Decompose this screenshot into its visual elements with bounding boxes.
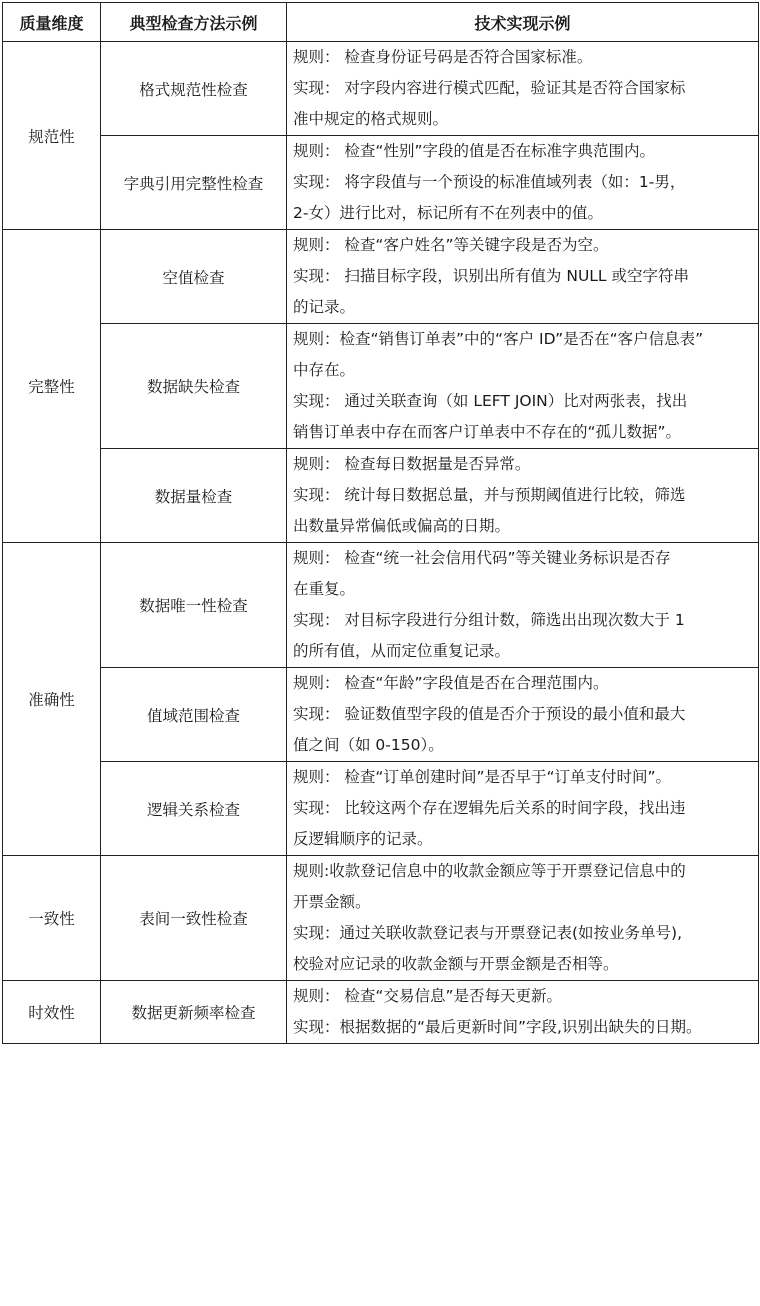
quality-check-table: [2, 2, 759, 1044]
table-body: [3, 42, 759, 1044]
implementation-cell: [287, 668, 759, 762]
implementation-line: 中存在。: [293, 361, 356, 379]
method-cell: 逻辑关系检查: [101, 762, 287, 856]
header-dimension: 质量维度: [3, 3, 101, 42]
table-row: [3, 449, 759, 543]
implementation-cell: [287, 230, 759, 324]
implementation-line: 规则： 检查“性别”字段的值是否在标准字典范围内。: [293, 142, 655, 160]
header-implementation: 技术实现示例: [287, 3, 759, 42]
implementation-cell: [287, 136, 759, 230]
implementation-line: 规则： 检查身份证号码是否符合国家标准。: [293, 48, 593, 66]
table-row: [3, 543, 759, 668]
implementation-line: 实现： 比较这两个存在逻辑先后关系的时间字段，找出违: [293, 799, 686, 817]
implementation-line: 规则： 检查“订单创建时间”是否早于“订单支付时间”。: [293, 768, 672, 786]
implementation-cell: [287, 543, 759, 668]
implementation-line: 规则： 检查“年龄”字段值是否在合理范围内。: [293, 674, 609, 692]
implementation-line: 开票金额。: [293, 893, 371, 911]
implementation-line: 实现：通过关联收款登记表与开票登记表(如按业务单号),: [293, 924, 683, 942]
implementation-line: 实现： 对目标字段进行分组计数，筛选出出现次数大于 1: [293, 611, 685, 629]
implementation-line: 规则： 检查“交易信息”是否每天更新。: [293, 987, 562, 1005]
header-row: [3, 3, 759, 42]
method-cell: 字典引用完整性检查: [101, 136, 287, 230]
implementation-line: 实现： 验证数值型字段的值是否介于预设的最小值和最大: [293, 705, 686, 723]
dimension-cell: 时效性: [3, 981, 101, 1044]
table-row: [3, 42, 759, 136]
method-cell: 数据唯一性检查: [101, 543, 287, 668]
method-cell: 空值检查: [101, 230, 287, 324]
method-cell: 数据更新频率检查: [101, 981, 287, 1044]
table-row: [3, 230, 759, 324]
implementation-line: 校验对应记录的收款金额与开票金额是否相等。: [293, 955, 619, 973]
method-cell: 值域范围检查: [101, 668, 287, 762]
dimension-cell: 完整性: [3, 230, 101, 543]
implementation-line: 准中规定的格式规则。: [293, 110, 449, 128]
implementation-line: 规则： 检查“统一社会信用代码”等关键业务标识是否存: [293, 549, 671, 567]
implementation-line: 规则:收款登记信息中的收款金额应等于开票登记信息中的: [293, 862, 686, 880]
implementation-cell: [287, 762, 759, 856]
dimension-cell: 准确性: [3, 543, 101, 856]
implementation-line: 实现： 对字段内容进行模式匹配，验证其是否符合国家标: [293, 79, 686, 97]
implementation-line: 的记录。: [293, 298, 356, 316]
implementation-line: 规则： 检查每日数据量是否异常。: [293, 455, 531, 473]
implementation-cell: [287, 42, 759, 136]
implementation-line: 实现：根据数据的“最后更新时间”字段,识别出缺失的日期。: [293, 1018, 702, 1036]
implementation-line: 实现： 扫描目标字段，识别出所有值为 NULL 或空字符串: [293, 267, 689, 285]
table-row: [3, 324, 759, 449]
method-cell: 数据量检查: [101, 449, 287, 543]
method-cell: 表间一致性检查: [101, 856, 287, 981]
table-row: [3, 856, 759, 981]
method-cell: 格式规范性检查: [101, 42, 287, 136]
implementation-line: 规则：检查“销售订单表”中的“客户 ID”是否在“客户信息表”: [293, 330, 704, 348]
header-method: 典型检查方法示例: [101, 3, 287, 42]
implementation-line: 2-女）进行比对，标记所有不在列表中的值。: [293, 204, 603, 222]
dimension-cell: 规范性: [3, 42, 101, 230]
table-row: [3, 668, 759, 762]
table-row: [3, 762, 759, 856]
table-row: [3, 981, 759, 1044]
table-row: [3, 136, 759, 230]
implementation-line: 的所有值，从而定位重复记录。: [293, 642, 511, 660]
implementation-cell: [287, 856, 759, 981]
method-cell: 数据缺失检查: [101, 324, 287, 449]
implementation-line: 反逻辑顺序的记录。: [293, 830, 433, 848]
dimension-cell: 一致性: [3, 856, 101, 981]
implementation-cell: [287, 981, 759, 1044]
implementation-line: 实现： 通过关联查询（如 LEFT JOIN）比对两张表，找出: [293, 392, 688, 410]
implementation-line: 值之间（如 0-150）。: [293, 736, 444, 754]
implementation-line: 在重复。: [293, 580, 356, 598]
implementation-line: 规则： 检查“客户姓名”等关键字段是否为空。: [293, 236, 609, 254]
implementation-cell: [287, 449, 759, 543]
implementation-line: 实现： 统计每日数据总量，并与预期阈值进行比较，筛选: [293, 486, 686, 504]
implementation-cell: [287, 324, 759, 449]
implementation-line: 销售订单表中存在而客户订单表中不存在的“孤儿数据”。: [293, 423, 682, 441]
implementation-line: 实现： 将字段值与一个预设的标准值域列表（如：1-男，: [293, 173, 686, 191]
implementation-line: 出数量异常偏低或偏高的日期。: [293, 517, 511, 535]
